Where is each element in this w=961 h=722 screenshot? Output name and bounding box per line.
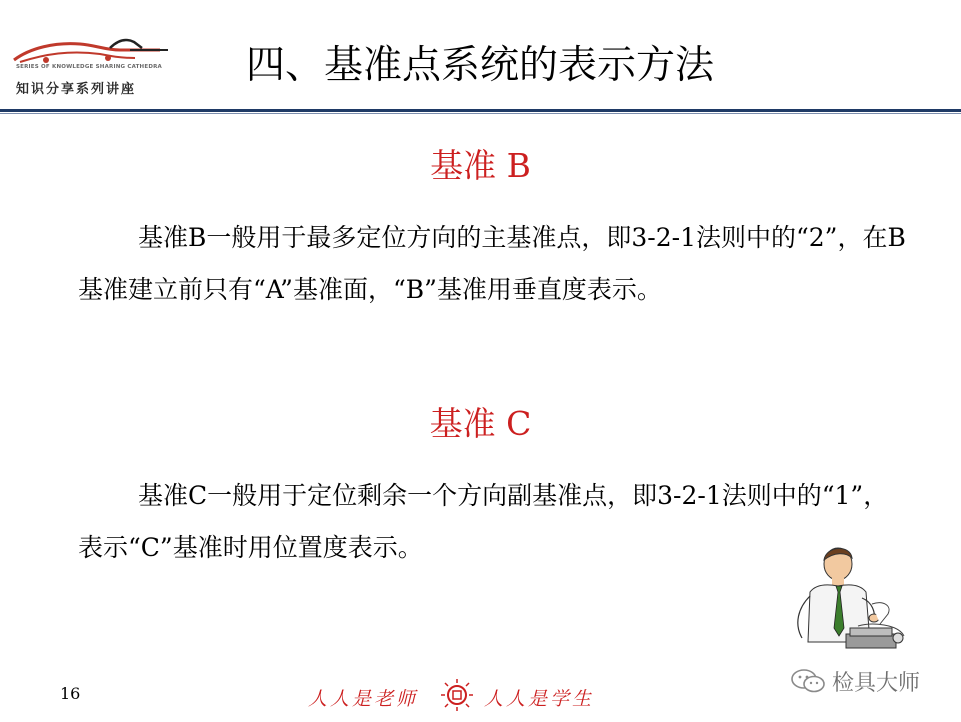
lightbulb-emblem-icon — [440, 678, 474, 712]
motto-left-text: 人人是老师 — [308, 688, 419, 710]
slide-title: 四、基准点系统的表示方法 — [246, 43, 715, 88]
car-logo-icon — [10, 36, 175, 66]
header-divider — [0, 109, 961, 112]
watermark-text: 检具大师 — [832, 671, 921, 696]
header-divider-thin — [0, 113, 961, 114]
logo-chinese-text: 知识分享系列讲座 — [16, 82, 137, 97]
section-heading-datum-c: 基准 C — [429, 404, 532, 443]
businessman-reading-icon — [780, 542, 910, 662]
slide-header — [0, 0, 961, 112]
section-body-datum-c: 基准C一般用于定位剩余一个方向副基准点，即3-2-1法则中的“1”，表示“C”基准时用位置度表示。 — [78, 481, 889, 562]
section-heading-datum-b: 基准 B — [430, 146, 531, 185]
logo-series-text: SERIES OF KNOWLEDGE SHARING CATHEDRA — [16, 64, 162, 70]
footer-motto — [306, 676, 606, 716]
wechat-icon — [790, 668, 826, 694]
page-number: 16 — [60, 684, 81, 703]
section-body-datum-b: 基准B一般用于最多定位方向的主基准点，即3-2-1法则中的“2”，在B基准建立前只有“A”基准面，“B”基准用垂直度表示。 — [78, 223, 906, 304]
logo — [10, 36, 180, 100]
watermark — [790, 666, 960, 698]
motto-right-text: 人人是学生 — [484, 688, 595, 710]
